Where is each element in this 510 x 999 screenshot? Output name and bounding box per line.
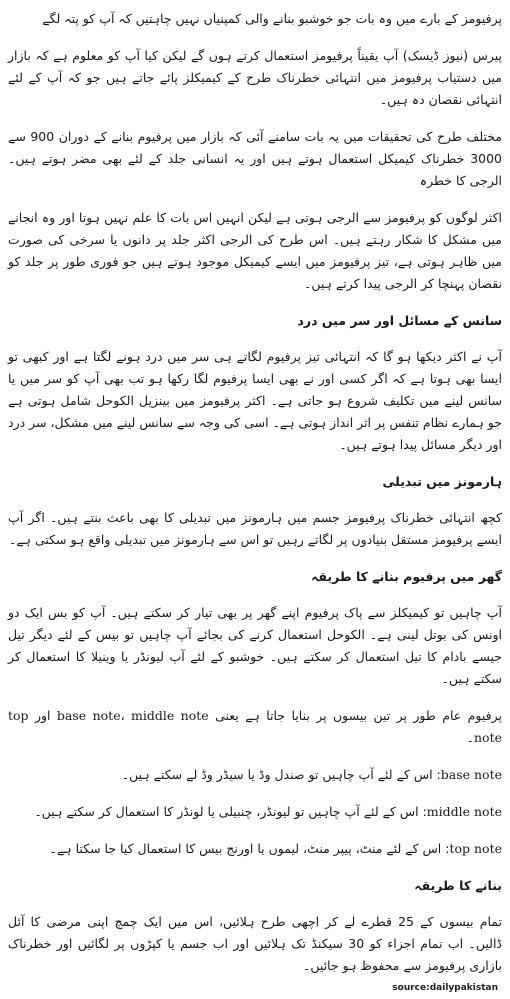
section-heading: بنانے کا طریقہ xyxy=(414,878,502,893)
source-credit: source:dailypakistan xyxy=(392,983,498,993)
note-term: top note xyxy=(8,708,502,745)
article-paragraph: کچھ انتہائی خطرناک پرفیومز جسم میں ہارمونز میں تبدیلی کا بھی باعث بنتے ہیں۔ اگر آپ ایسے پرفیومز مستقل بنیادوں پر لگاتے رہیں تو اس سے ہارمونز میں تبدیلی واقع ہو سکتی ہے۔ xyxy=(8,510,502,547)
note-term: middle note xyxy=(131,708,209,723)
note-item-middle xyxy=(8,801,502,823)
notes-paragraph xyxy=(8,705,502,749)
note-item-base xyxy=(8,764,502,786)
note-term: base note xyxy=(56,708,121,723)
article-paragraph: پیرس (نیوز ڈیسک) آپ یقیناً پرفیومز استعمال کرتے ہوں گے لیکن کیا آپ کو معلوم ہے کہ بازار میں دستیاب پرفیومز میں انتہائی خطرناک طرح کے کیمیکلز پائے جاتے ہیں جو کہ آپ کے لئے انتہائی نقصان دہ ہیں۔ xyxy=(8,48,502,107)
article-paragraph: تمام بیسوں کے 25 قطرے لے کر اچھی طرح ہلائیں، اس میں ایک چمچ اپنی مرضی کا آئل ڈالیں۔ اب تمام اجزاء کو 30 سیکنڈ تک ہلائیں اور اب جسم یا کپڑوں پر لگائیں اور خطرناک بازاری پرفیومز سے محفوظ ہو جائیں۔ xyxy=(8,914,502,973)
section-heading: ہارمونز میں تبدیلی xyxy=(382,474,502,489)
note-term: base note xyxy=(440,767,502,782)
article-body xyxy=(8,8,502,992)
article-intro: پرفیومز کے بارے میں وہ بات جو خوشبو بنانے والی کمپنیاں نہیں چاہتیں کہ آپ کو پتہ لگے xyxy=(42,11,502,26)
notes-separator: اور xyxy=(28,708,57,723)
note-description: : اس کے لئے منٹ، پیپر منٹ، لیموں یا اورنج بیس کا استعمال کیا جا سکتا ہے۔ xyxy=(49,841,450,856)
section-heading: گھر میں پرفیوم بنانے کا طریقہ xyxy=(311,569,502,584)
note-item-top xyxy=(8,838,502,860)
notes-text-before: پرفیوم عام طور پر تین بیسوں پر بنایا جاتا ہے یعنی xyxy=(208,708,502,723)
notes-separator: ، xyxy=(120,708,132,723)
note-term: top note xyxy=(449,841,502,856)
article-paragraph: آپ چاہیں تو کیمیکلز سے پاک پرفیوم اپنے گھر پر بھی تیار کر سکتے ہیں۔ آپ کو بس ایک دو اونس کی بوتل لینی ہے۔ الکوحل استعمال کرنے کی بجائے آپ چاہیں تو بیس کے لئے دیگر تیل جیسے بادام کا تیل استعمال کر سکتے ہیں۔ خوشبو کے لئے آپ لیونڈر یا وینیلا کا استعمال کر سکتے ہیں۔ xyxy=(8,605,502,686)
section-heading: سانس کے مسائل اور سر میں درد xyxy=(297,313,502,328)
note-term: middle note xyxy=(426,804,502,819)
note-description: : اس کے لئے آپ چاہیں تو لیونڈر، چنبیلی یا لونڈر کا استعمال کر سکتے ہیں۔ xyxy=(34,804,427,819)
notes-text-after: ۔ xyxy=(466,730,474,745)
article-paragraph: اکثر لوگوں کو پرفیومز سے الرجی ہوتی ہے لیکن انہیں اس بات کا علم نہیں ہوتا اور وہ انجانے میں مشکل کا شکار رہتے ہیں۔ اس طرح کی الرجی اکثر جلد پر دانوں یا سرخی کی صورت میں ظاہر ہوتی ہے، تیز پرفیومز میں ایسے کیمیکل موجود ہوتے ہیں جو فوری طور پر جلد کو نقصان پہنچا کر الرجی پیدا کرتے ہیں۔ xyxy=(8,210,502,291)
article-paragraph: مختلف طرح کی تحقیقات میں یہ بات سامنے آئی کہ بازار میں پرفیوم بنانے کے دوران 900 سے 3000 خطرناک کیمیکل استعمال ہوتے ہیں اور یہ انسانی جلد کے لئے بھی مضر ہوتے ہیں۔ الرجی کا خطرہ xyxy=(8,129,502,188)
article-paragraph: آپ نے اکثر دیکھا ہو گا کہ انتہائی تیز پرفیوم لگاتے ہی سر میں درد ہونے لگتا ہے اور کبھی تو ایسا بھی ہوتا ہے کہ اگر کسی اور نے بھی ایسا پرفیوم لگا رکھا ہو تب بھی آپ کو سر میں یا سانس لینے میں تکلیف شروع ہو جاتی ہے۔ اکثر پرفیومز میں بینزیل الکوحل شامل ہوتی ہے جو ہمارے نظام تنفس پر اثر انداز ہوتی ہے۔ اسی کی وجہ سے سانس لینے میں مشکل، سر درد اور دیگر مسائل پیدا ہوتے ہیں۔ xyxy=(8,349,502,452)
note-description: : اس کے لئے آپ چاہیں تو صندل وڈ یا سیڈر وڈ لے سکتے ہیں۔ xyxy=(121,767,441,782)
